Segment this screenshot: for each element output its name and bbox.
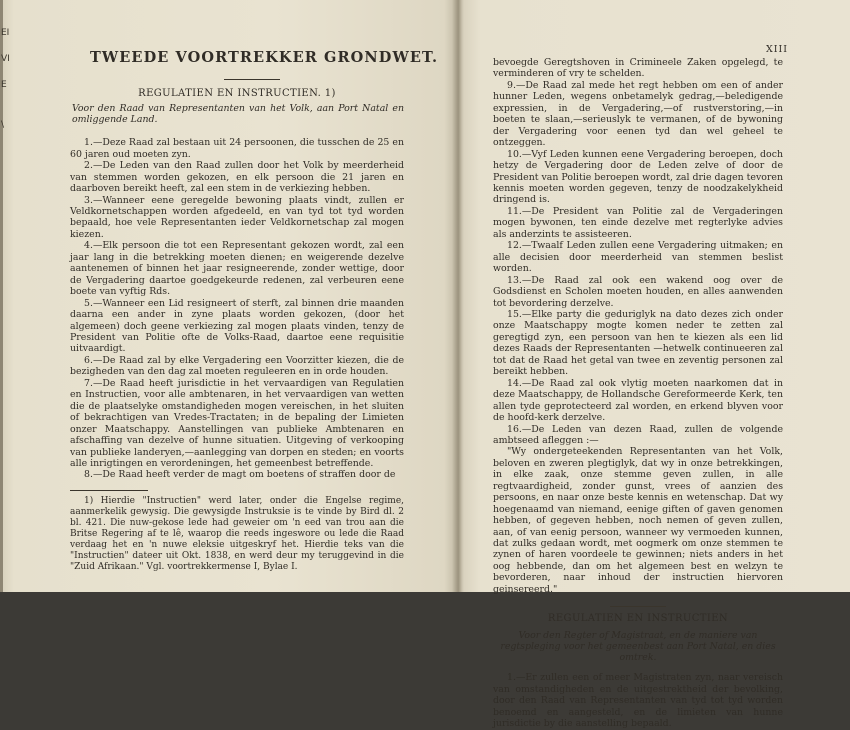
- article-paragraph: 16.—De Leden van dezen Raad, zullen de volgende ambtseed afleggen :—: [493, 423, 783, 446]
- article-paragraph: 4.—Elk persoon die tot een Representant gekozen wordt, zal een jaar lang in die betrekking moeten dienen; en weigerende dezelve aantenemen of binnen het jaar resigneerende, zonder wettige, door de Vergadering daartoe goedgekeurde redenen, zal verbeuren eene boete van vyftig Rds.: [70, 240, 404, 298]
- article-paragraph: 13.—De Raad zal ook een wakend oog over de Godsdienst en Scholen moeten houden, en alles aanwenden tot bevordering derzelve.: [493, 274, 783, 309]
- article-paragraph: 3.—Wanneer eene geregelde bewoning plaats vindt, zullen er Veldkornetschappen worden afgedeeld, en van tyd tot tyd worden bepaald, hoe vele Representanten ieder Veldkornetschap zal mogen kiezen.: [70, 194, 404, 240]
- section-rule: [610, 606, 666, 607]
- article-paragraph: 11.—De President van Politie zal de Vergaderingen mogen bywonen, ten einde dezelve met regterlyke advies als anderzints te assisteeren.: [493, 205, 783, 240]
- edge-fragment: E: [1, 80, 7, 90]
- article-paragraph: 14.—De Raad zal ook vlytig moeten naarkomen dat in deze Maatschappy, de Hollandsche Gereformeerde Kerk, ten allen tyde geprotecteerd zal worden, en erkend blyven voor de hoofd-kerk derzelve.: [493, 377, 783, 424]
- title-rule: [224, 79, 280, 80]
- article-paragraph: 8.—De Raad heeft verder de magt om boetens of straffen door de: [84, 469, 396, 481]
- edge-fragment: \: [1, 120, 5, 130]
- edge-fragment: EI: [1, 28, 10, 38]
- article-paragraph: 1.—Deze Raad zal bestaan uit 24 persoonen, die tusschen de 25 en 60 jaren oud moeten zyn.: [70, 137, 404, 160]
- article-paragraph: 15.—Elke party die geduriglyk na dato dezes zich onder onze Maatschappy mogte komen neder te zetten zal geregtigd zyn, een persoon van hen te kiezen als een lid dezes Raads der Representanten —hetwelk continueeren zal tot dat de Raad het getal van twee en zeventig personen zal bereikt hebben.: [493, 308, 783, 378]
- oath-quote: "Wy ondergeteekenden Representanten van het Volk, beloven en zweren plegtiglyk, dat wy in onze betrekkingen, in elke zaak, onze stemme geven zullen, in alle regtvaardigheid, zonder gunst, vrees of aanzien des persoons, en naar onze beste kennis en wetenschap. Dat wy hoegenaamd van niemand, eenige giften of gaven genomen hebben, of gegeven hebben, noch nemen of geven zullen, aan, of van eenig persoon, wanneer wy vermoeden kunnen, dat zulks gedaan wordt, met oogmerk om onze stemmen te zynen of haren voordeele te gewinnen; niets anders in het oog hebbende, dan om het algemeen best en welzyn te bevorderen, naar inhoud der instructien hiervoren geinsereerd.": [493, 446, 783, 595]
- section-title: REGULATIEN EN INSTRUCTIEN. 1): [138, 88, 336, 100]
- edge-fragment: VI: [1, 54, 10, 64]
- article-paragraph: 10.—Vyf Leden kunnen eene Vergadering beroepen, doch hetzy de Vergadering door de Leden zelve of door de President van Politie beroepen wordt, zal drie dagen tevoren kennis moeten worden gegeven, tenzy de noodzakelykheid dringend is.: [493, 148, 783, 206]
- book-gutter: [452, 0, 464, 592]
- document-title: TWEEDE VOORTREKKER GRONDWET.: [90, 49, 439, 66]
- article-paragraph: bevoegde Geregtshoven in Crimineele Zaken opgelegd, te verminderen of vry te schelden.: [493, 57, 783, 80]
- footnote-rule: [70, 490, 148, 491]
- left-page: [0, 0, 458, 592]
- footnote: 1) Hierdie "Instructien" werd later, onder die Engelse regime, aanmerkelik gewysig. Die gewysigde Instruksie is te vinde by Bird dl. 2 bl. 421. Die nuw-gekose lede had geweier om 'n eed van trou aan die Britse Regering af te lê, waarop die reeds ingeswore ou lede die Raad verdaag het en 'n nuwe eleksie uitgeskryf het. Hierdie teks van die "Instructien" dateer uit Okt. 1838, en werd deur my teruggevind in die "Zuid Afrikaan." Vgl. voortrekkermense I, Bylae I.: [70, 495, 404, 573]
- article-paragraph: 9.—De Raad zal mede het regt hebben om een of ander hunner Leden, wegens onbetamelyk gedrag,—beledigende expressien, in de Vergadering,—of rustverstoring,—in boeten te slaan,—serieuslyk te vermanen, of de bywoning der Vergadering voor eenen tyd dan wel geheel te ontzeggen.: [493, 79, 783, 149]
- article-paragraph: 1.—Er zullen een of meer Magistraten zyn, naar vereisch van omstandigheden en de uitgestrektheid der bevolking, door den Raad van Representanten van tyd tot tyd worden benoemd en aangesteld, en de limieten van hunne jurisdictie by die aanstelling bepaald.: [493, 672, 783, 730]
- section-title: REGULATIEN EN INSTRUCTIEN: [547, 613, 729, 625]
- article-paragraph: 5.—Wanneer een Lid resigneert of sterft, zal binnen drie maanden daarna een ander in zyne plaats worden gekozen, (door het algemeen) doch geene verkiezing zal mogen plaats vinden, tenzy de President van Politie ofte de Volks-Raad, daartoe eene requisitie uitvaardigt.: [70, 297, 404, 355]
- article-paragraph: 12.—Twaalf Leden zullen eene Vergadering uitmaken; en alle decisien door meerderheid van stemmen beslist worden.: [493, 240, 783, 275]
- right-text-column: [493, 57, 783, 730]
- running-head-page-number: XIII: [766, 44, 789, 55]
- left-text-column: [70, 49, 439, 574]
- article-paragraph: 6.—De Raad zal by elke Vergadering een Voorzitter kiezen, die de bezigheden van den dag zal moeten reguleeren en in orde houden.: [70, 354, 404, 378]
- article-paragraph: 2.—De Leden van den Raad zullen door het Volk by meerderheid van stemmen worden gekozen, en elk persoon die 21 jaren en daarboven bereikt heeft, zal een stem in de verkiezing hebben.: [70, 160, 404, 195]
- previous-page-fragments: [0, 0, 16, 592]
- section-subtitle: Voor den Regter of Magistraat, en de maniere van regtspleging voor het gemeenbest aan Port Natal, en dies omtrek.: [500, 629, 776, 664]
- article-paragraph: 7.—De Raad heeft jurisdictie in het vervaardigen van Regulatien en Instructien, voor alle ambtenaren, in het vervaardigen van wetten die de plaatselyke omstandigheden mogen vereischen, in het sluiten of bekrachtigen van Vredes-Tractaten; in de bepaling der Limieten onzer Maatschappy. Aanstellingen van publieke Ambtenaren en afschaffing van dezelve of hunne situatien. Uitgeving of verkooping van publieke landeryen,—aanlegging van dorpen en steden; en voorts alle inrigtingen en verordeningen, het gemeenbest betreffende.: [70, 377, 404, 469]
- section-subtitle: Voor den Raad van Representanten van het Volk, aan Port Natal en omliggende Land.: [72, 102, 404, 126]
